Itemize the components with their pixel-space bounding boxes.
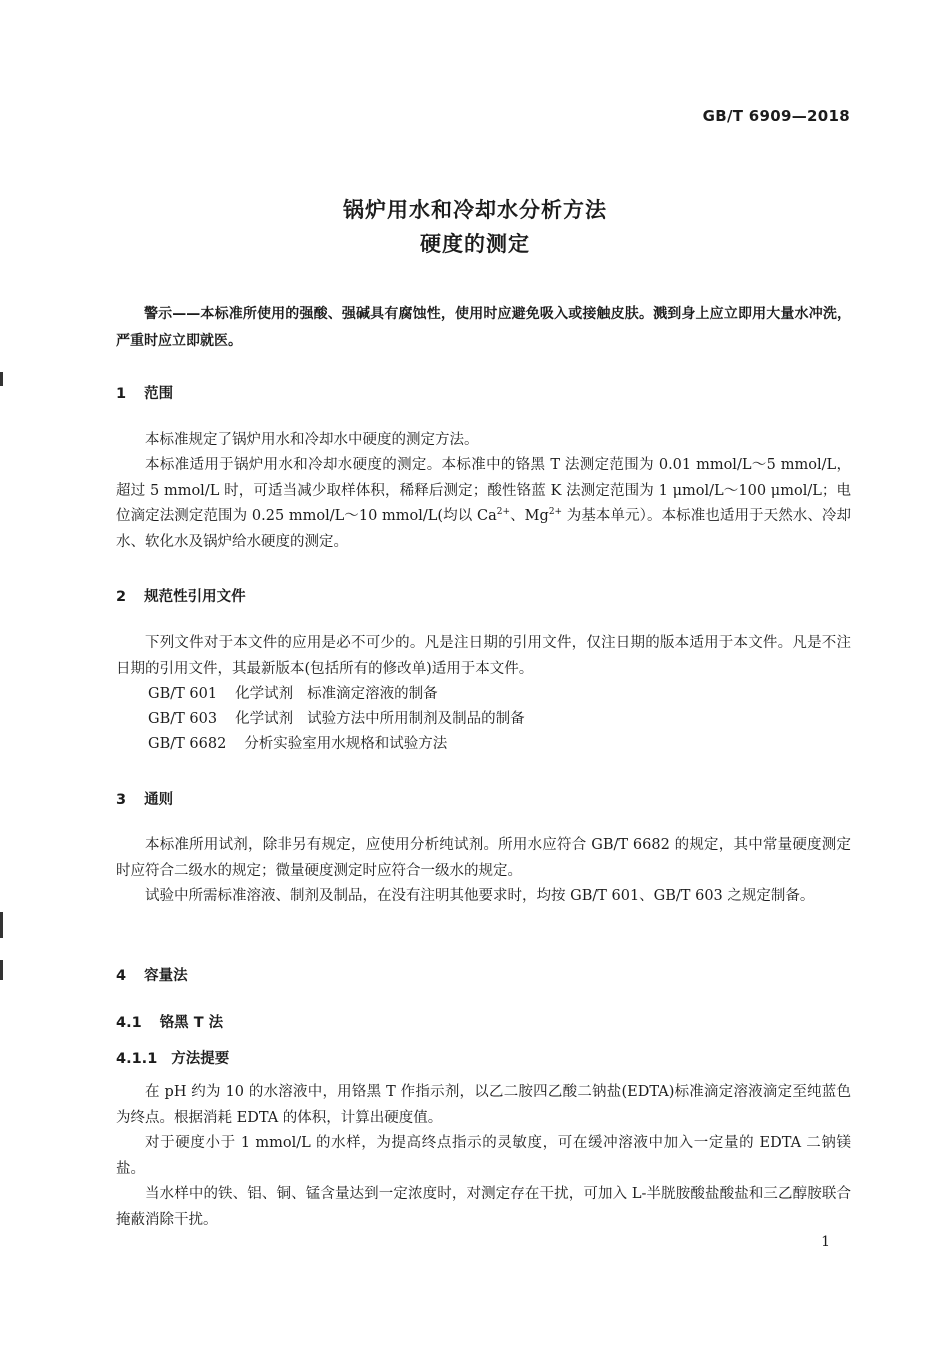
section-1-paragraph-1: 本标准规定了锅炉用水和冷却水中硬度的测定方法。 [145,432,479,448]
page-number: 1 [821,1234,830,1250]
section-2-number: 2 [116,589,127,605]
section-3-paragraph-1: 本标准所用试剂，除非另有规定，应使用分析纯试剂。所用水应符合 GB/T 6682 的规定，其中常量硬度测定时应符合二级水的规定；微量硬度测定时应符合一级水的规定。 [116,837,851,879]
section-1-paragraph-2-text-a: 本标准适用于锅炉用水和冷却水硬度的测定。本标准中的铬黑 T 法测定范围为 0.01 mmol/L～5 mmol/L，超过 5 mmol/L 时，可适当减少取样体积，稀释后测定；酸性铬蓝 K 法测定范围为 1 μmol/L～100 μmol/L；电位滴定法测定范围为 0.25 mmol/L～10 mmol/L(均以 Ca [116,457,851,524]
section-4-1-1-title: 方法提要 [171,1051,230,1067]
section-4-paragraph-2: 对于硬度小于 1 mmol/L 的水样，为提高终点指示的灵敏度，可在缓冲溶液中加入一定量的 EDTA 二钠镁盐。 [116,1135,851,1177]
section-4-1-number: 4.1 [116,1015,142,1031]
section-1-paragraph-2 [116,453,851,555]
reference-code: GB/T 6682 [148,736,227,752]
section-3-heading [116,788,173,809]
scan-artifact [0,912,3,938]
standard-code: GB/T 6909—2018 [702,107,850,125]
section-4-paragraph-1: 在 pH 约为 10 的水溶液中，用铬黑 T 作指示剂，以乙二胺四乙酸二钠盐(EDTA)标准滴定溶液滴定至纯蓝色为终点。根据消耗 EDTA 的体积，计算出硬度值。 [116,1084,851,1126]
section-2-paragraph-1: 下列文件对于本文件的应用是必不可少的。凡是注日期的引用文件，仅注日期的版本适用于本文件。凡是不注日期的引用文件，其最新版本(包括所有的修改单)适用于本文件。 [116,635,851,677]
reference-title: 标准滴定溶液的制备 [307,686,438,702]
document-title-line2: 硬度的测定 [420,232,530,256]
ca-charge-superscript: 2+ [496,507,511,518]
section-4-1-title: 铬黑 T 法 [159,1015,224,1031]
section-4-1-1-number: 4.1.1 [116,1051,158,1067]
section-1-paragraph-2-text-b: 、Mg [510,508,549,524]
scan-artifact [0,960,3,980]
mg-charge-superscript: 2+ [548,507,563,518]
section-2-title: 规范性引用文件 [144,589,246,605]
reference-item [148,682,438,707]
reference-category: 化学试剂 [235,686,294,702]
reference-code: GB/T 603 [148,711,218,727]
section-2-heading [116,585,246,606]
warning-paragraph: 警示——本标准所使用的强酸、强碱具有腐蚀性，使用时应避免吸入或接触皮肤。溅到身上应立即用大量水冲洗，严重时应立即就医。 [116,306,851,349]
reference-item [148,707,525,732]
section-1-title: 范围 [144,386,174,402]
section-4-number: 4 [116,968,127,984]
reference-title: 试验方法中所用制剂及制品的制备 [307,711,525,727]
section-1-paragraph-2-text-c: 为基本单元）。本标准也适用于天然水、冷却水、软化水及锅炉给水硬度的测定。 [116,508,851,550]
section-4-title: 容量法 [144,968,188,984]
section-1-heading [116,382,173,403]
section-3-title: 通则 [144,792,174,808]
section-4-heading [116,964,188,985]
reference-item [148,732,447,757]
section-1-number: 1 [116,386,127,402]
section-3-paragraph-2: 试验中所需标准溶液、制剂及制品，在没有注明其他要求时，均按 GB/T 601、GB/T 603 之规定制备。 [145,888,815,904]
section-3-number: 3 [116,792,127,808]
scan-artifact [0,372,3,386]
section-4-1-1-heading [116,1047,229,1068]
section-4-1-heading [116,1011,223,1032]
reference-code: GB/T 601 [148,686,218,702]
reference-title: 分析实验室用水规格和试验方法 [244,736,448,752]
document-title-line1: 锅炉用水和冷却水分析方法 [343,198,607,222]
reference-category: 化学试剂 [235,711,294,727]
section-4-paragraph-3: 当水样中的铁、铝、铜、锰含量达到一定浓度时，对测定存在干扰，可加入 L-半胱胺酸盐酸盐和三乙醇胺联合掩蔽消除干扰。 [116,1186,851,1228]
